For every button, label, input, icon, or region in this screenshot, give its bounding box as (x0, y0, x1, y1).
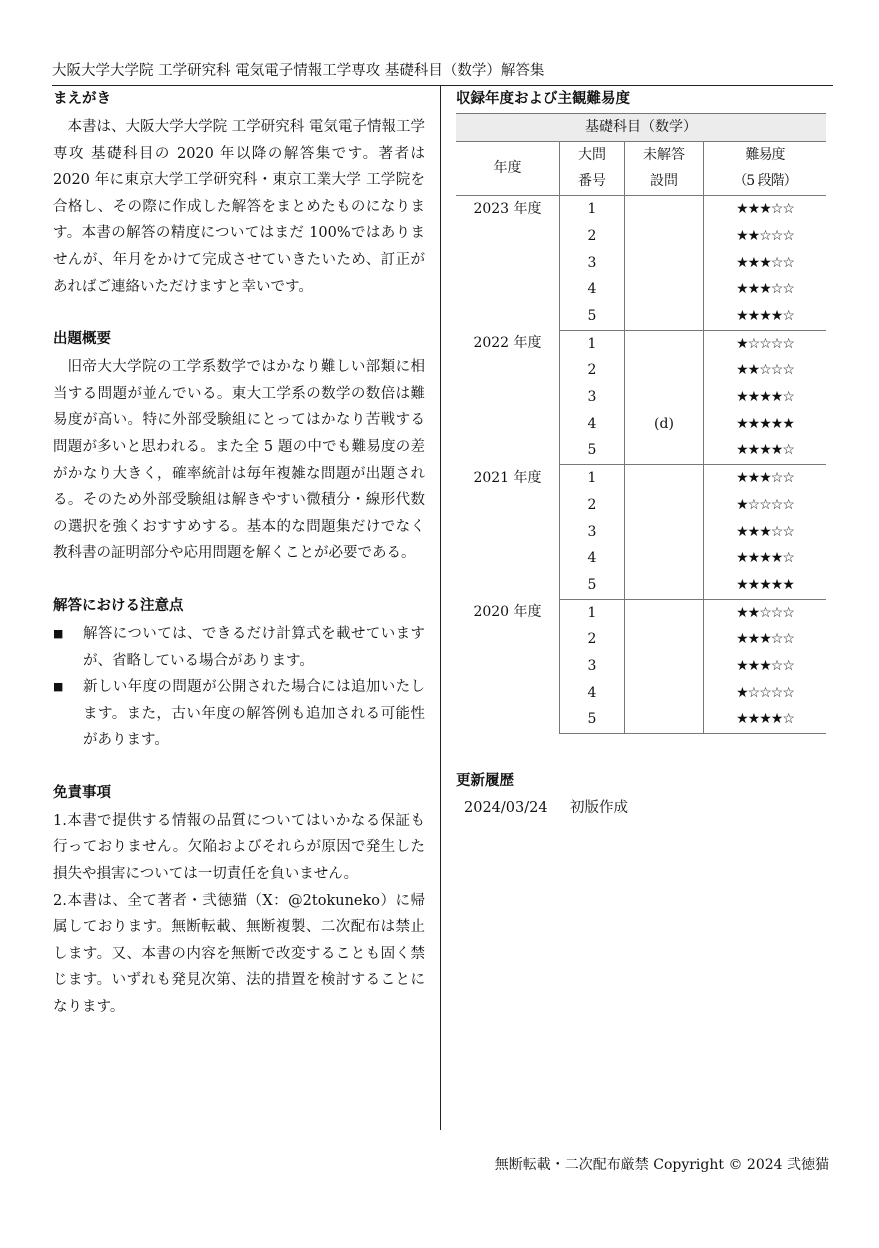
preface-body: 本書は、大阪大学大学院 工学研究科 電気電子情報工学専攻 基礎科目の 2020 年以降の解答集です。著者は 2020 年に東京大学工学研究科・東京工業大学 工学院を合格し、その際に作成した解答をまとめたものになります。本書の解答の精度についてはまだ 100%ではありませんが、年月をかけて完成させていきたいため、訂正があればご連絡いただけますと幸いです。 (53, 119, 425, 295)
unanswered-cell (625, 276, 704, 303)
table-row (456, 465, 826, 492)
col-header-difficulty: 難易度 （5 段階） (704, 141, 827, 195)
question-number-cell: 1 (560, 330, 625, 357)
bullet-square-icon: ■ (53, 626, 64, 640)
difficulty-stars: ★★★★☆ (736, 389, 794, 406)
question-number-cell: 5 (560, 572, 625, 599)
footer-copyright: 無断転載・二次配布厳禁 Copyright © 2024 弐徳猫 (494, 1157, 829, 1173)
disclaimer-item: 1.本書で提供する情報の品質についてはいかなる保証も行っておりません。欠陥およびそれらが原因で発生した損失や損害については一切責任を負いません。 (53, 812, 425, 883)
disclaimer-item: 2.本書は、全て著者・弐徳猫（X：@2tokuneko）に帰属しております。無断転載、無断複製、二次配布は禁止します。又、本書の内容を無断で改変することも固く禁じます。いずれも発見次第、法的措置を検討することになります。 (53, 892, 425, 1016)
left-column (53, 88, 425, 1021)
difficulty-stars: ★★★☆☆ (736, 254, 794, 271)
note-text: 新しい年度の問題が公開された場合には追加いたします。また，古い年度の解答例も追加される可能性があります。 (83, 679, 425, 749)
unanswered-cell (625, 706, 704, 733)
unanswered-cell (625, 223, 704, 250)
history-entry (456, 795, 828, 821)
table-row (456, 599, 826, 626)
unanswered-cell (625, 545, 704, 572)
disclaimer-title: 免責事項 (53, 784, 111, 801)
question-number-cell: 4 (560, 411, 625, 438)
difficulty-stars: ★★★☆☆ (736, 281, 794, 298)
difficulty-stars: ★★★★☆ (704, 437, 827, 464)
difficulty-stars: ★★★☆☆ (736, 523, 794, 540)
preface-title: まえがき (53, 91, 111, 107)
difficulty-stars: ★★★☆☆ (736, 631, 794, 648)
unanswered-cell (625, 196, 704, 223)
overview-title: 出題概要 (53, 331, 111, 348)
question-number-cell: 1 (560, 599, 625, 626)
unanswered-cell (625, 626, 704, 653)
unanswered-cell (625, 357, 704, 384)
unanswered-cell (625, 519, 704, 546)
difficulty-stars: ★★★★☆ (704, 706, 827, 733)
question-number-cell: 2 (560, 357, 625, 384)
difficulty-title: 収録年度および主観難易度 (456, 91, 630, 107)
col-header-unanswered: 未解答 設問 (625, 141, 704, 195)
question-number-cell: 4 (560, 680, 625, 707)
unanswered-cell (625, 680, 704, 707)
question-number-cell: 3 (560, 250, 625, 277)
difficulty-stars: ★★★☆☆ (736, 470, 794, 487)
year-cell: 2020 年度 (456, 599, 560, 734)
subject-header: 基礎科目（数学） (456, 114, 826, 142)
page-header: 大阪大学大学院 工学研究科 電気電子情報工学専攻 基礎科目（数学）解答集 (52, 63, 545, 79)
right-column (456, 88, 828, 821)
unanswered-cell (625, 437, 704, 464)
unanswered-cell (625, 492, 704, 519)
notes-title: 解答における注意点 (53, 597, 184, 614)
year-cell: 2021 年度 (456, 465, 560, 600)
difficulty-stars: ★★★★★ (736, 415, 794, 432)
difficulty-stars: ★★★☆☆ (736, 201, 794, 218)
note-text: 解答については、できるだけ計算式を載せていますが、省略している場合があります。 (83, 625, 425, 669)
difficulty-stars: ★★★★☆ (704, 303, 827, 330)
difficulty-stars: ★★★★☆ (736, 550, 794, 567)
overview-body: 旧帝大大学院の工学系数学ではかなり難しい部類に相当する問題が並んでいる。東大工学系の数学の数倍は難易度が高い。特に外部受験組にとってはかなり苦戦する問題が多いと思われる。また全 5 題の中でも難易度の差がかなり大きく，確率統計は毎年複雑な問題が出題される。そのため外部受験組は解きやすい微積分・線形代数の選択を強くおすすめする。基本的な問題集だけでなく教科書の証明部分や応用問題を解くことが必要である。 (53, 359, 425, 562)
question-number-cell: 5 (560, 437, 625, 464)
question-number-cell: 2 (560, 223, 625, 250)
difficulty-stars: ★★☆☆☆ (736, 362, 794, 379)
unanswered-cell: (d) (625, 411, 704, 438)
question-number-cell: 3 (560, 653, 625, 680)
difficulty-table (456, 113, 826, 734)
difficulty-stars: ★★★☆☆ (736, 658, 794, 675)
bullet-square-icon: ■ (53, 680, 64, 694)
difficulty-stars: ★★★★★ (704, 572, 827, 599)
unanswered-cell (625, 465, 704, 492)
question-number-cell: 3 (560, 384, 625, 411)
question-number-cell: 2 (560, 626, 625, 653)
unanswered-cell (625, 653, 704, 680)
question-number-cell: 2 (560, 492, 625, 519)
header-rule (52, 85, 833, 86)
unanswered-cell (625, 572, 704, 599)
unanswered-cell (625, 384, 704, 411)
unanswered-cell (625, 599, 704, 626)
question-number-cell: 5 (560, 706, 625, 733)
unanswered-cell (625, 330, 704, 357)
col-header-number: 大問 番号 (560, 141, 625, 195)
difficulty-stars: ★☆☆☆☆ (736, 496, 794, 513)
history-title: 更新履歴 (456, 773, 514, 790)
unanswered-cell (625, 303, 704, 330)
list-item (53, 674, 425, 754)
difficulty-stars: ★☆☆☆☆ (736, 335, 794, 352)
col-header-year: 年度 (456, 141, 560, 195)
year-cell: 2023 年度 (456, 196, 560, 331)
question-number-cell: 1 (560, 196, 625, 223)
unanswered-cell (625, 250, 704, 277)
question-number-cell: 3 (560, 519, 625, 546)
question-number-cell: 4 (560, 276, 625, 303)
question-number-cell: 1 (560, 465, 625, 492)
question-number-cell: 4 (560, 545, 625, 572)
column-divider (440, 86, 441, 1130)
history-date: 2024/03/24 (464, 800, 548, 817)
history-text: 初版作成 (570, 800, 628, 817)
difficulty-stars: ★☆☆☆☆ (736, 684, 794, 701)
difficulty-stars: ★★☆☆☆ (736, 227, 794, 244)
list-item (53, 621, 425, 674)
table-row (456, 330, 826, 357)
year-cell: 2022 年度 (456, 330, 560, 465)
question-number-cell: 5 (560, 303, 625, 330)
history-section (456, 770, 828, 821)
table-row (456, 196, 826, 223)
difficulty-stars: ★★☆☆☆ (736, 604, 794, 621)
